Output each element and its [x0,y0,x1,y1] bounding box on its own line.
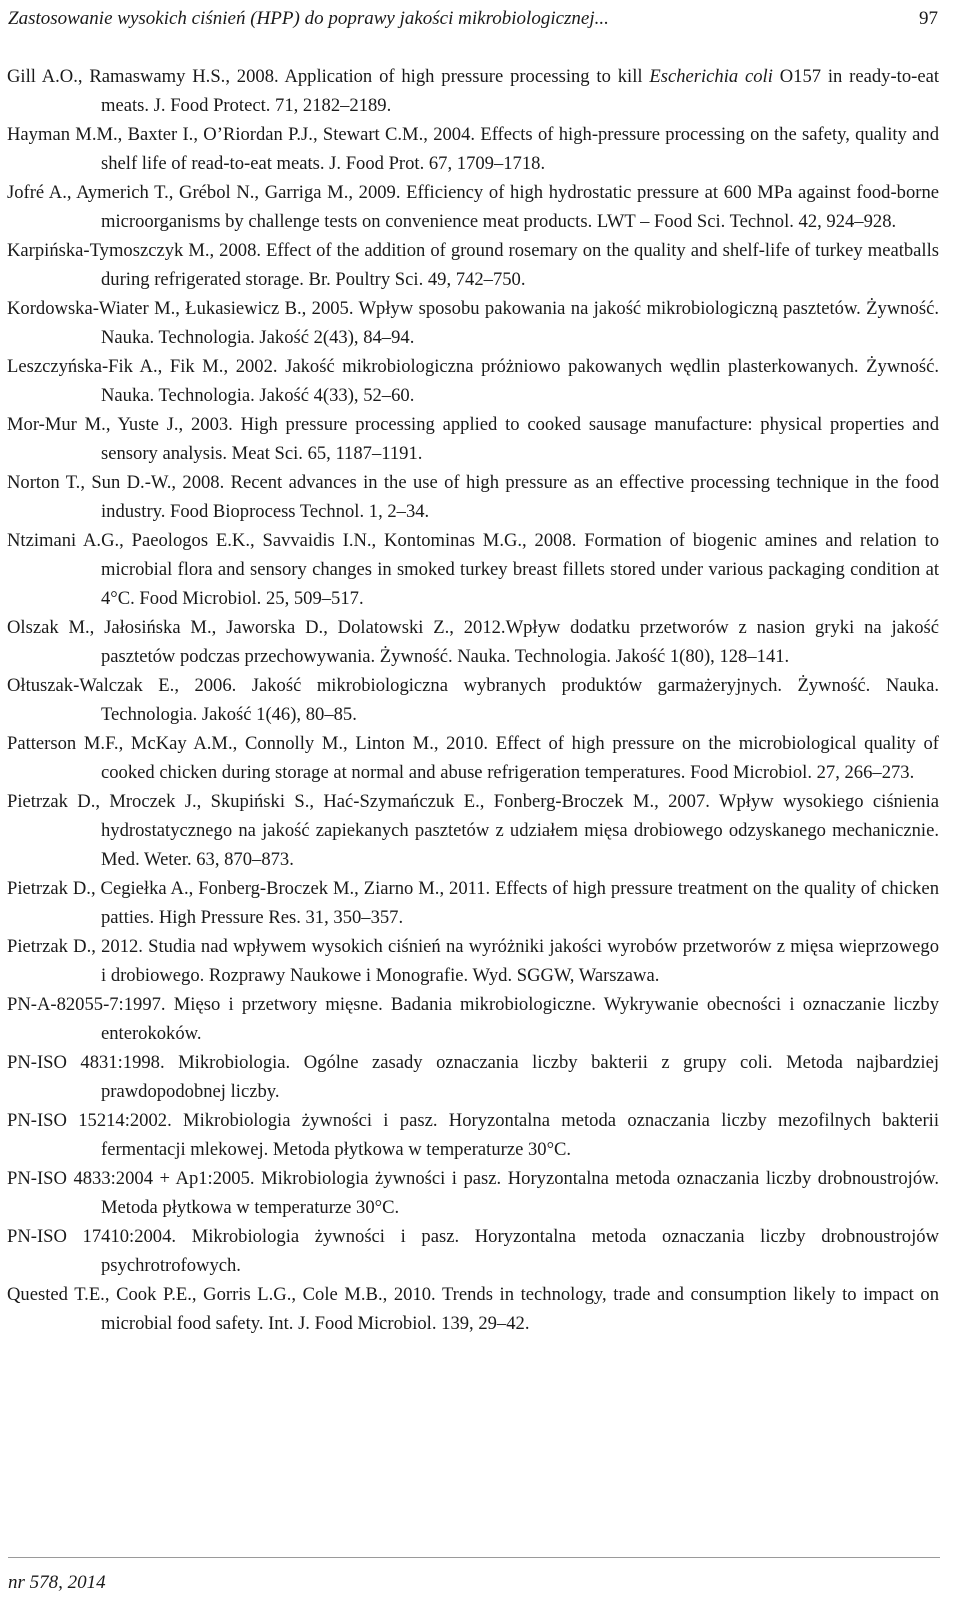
reference-entry: Pietrzak D., Mroczek J., Skupiński S., Hać-Szymańczuk E., Fonberg-Broczek M., 2007. Wpływ wysokiego ciśnienia hydrostatycznego na jakość zapiekanych pasztetów z udziałem mięsa drobiowego odzyskanego mechanicznie. Med. Weter. 63, 870–873. [7,791,939,870]
reference-entry: PN-ISO 4831:1998. Mikrobiologia. Ogólne zasady oznaczania liczby bakterii z grupy coli. Metoda najbardziej prawdopodobnej liczby. [7,1052,939,1102]
reference-entry: PN-A-82055-7:1997. Mięso i przetwory mięsne. Badania mikrobiologiczne. Wykrywanie obecności i oznaczanie liczby enterokoków. [7,994,939,1044]
species-name: Escherichia coli [649,66,773,87]
reference-entry: PN-ISO 15214:2002. Mikrobiologia żywności i pasz. Horyzontalna metoda oznaczania liczby mezofilnych bakterii fermentacji mlekowej. Metoda płytkowa w temperaturze 30°C. [7,1110,939,1160]
reference-entry: Mor-Mur M., Yuste J., 2003. High pressure processing applied to cooked sausage manufacture: physical properties and sensory analysis. Meat Sci. 65, 1187–1191. [7,414,939,464]
reference-entry: Pietrzak D., 2012. Studia nad wpływem wysokich ciśnień na wyróżniki jakości wyrobów przetworów z mięsa wieprzowego i drobiowego. Rozprawy Naukowe i Monografie. Wyd. SGGW, Warszawa. [7,936,939,986]
reference-entry: Hayman M.M., Baxter I., O’Riordan P.J., Stewart C.M., 2004. Effects of high-pressure processing on the safety, quality and shelf life of read-to-eat meats. J. Food Prot. 67, 1709–1718. [7,124,939,174]
issue-footer: nr 578, 2014 [8,1572,106,1593]
reference-entry: Leszczyńska-Fik A., Fik M., 2002. Jakość mikrobiologiczna próżniowo pakowanych wędlin plasterkowanych. Żywność. Nauka. Technologia. Jakość 4(33), 52–60. [7,356,939,406]
reference-entry: Ołtuszak-Walczak E., 2006. Jakość mikrobiologiczna wybranych produktów garmażeryjnych. Żywność. Nauka. Technologia. Jakość 1(46), 80–85. [7,675,939,725]
reference-entry: Patterson M.F., McKay A.M., Connolly M., Linton M., 2010. Effect of high pressure on the microbiological quality of cooked chicken during storage at normal and abuse refrigeration temperatures. Food Microbiol. 27, 266–273. [7,733,939,783]
reference-entry: Jofré A., Aymerich T., Grébol N., Garriga M., 2009. Efficiency of high hydrostatic pressure at 600 MPa against food-borne microorganisms by challenge tests on convenience meat products. LWT – Food Sci. Technol. 42, 924–928. [7,182,939,232]
reference-entry: Gill A.O., Ramaswamy H.S., 2008. Application of high pressure processing to kill Escherichia coli O157 in ready-to-eat meats. J. Food Protect. 71, 2182–2189. [7,66,939,116]
reference-entry: Olszak M., Jałosińska M., Jaworska D., Dolatowski Z., 2012.Wpływ dodatku przetworów z nasion gryki na jakość pasztetów podczas przechowywania. Żywność. Nauka. Technologia. Jakość 1(80), 128–141. [7,617,939,667]
reference-entry: Pietrzak D., Cegiełka A., Fonberg-Broczek M., Ziarno M., 2011. Effects of high pressure treatment on the quality of chicken patties. High Pressure Res. 31, 350–357. [7,878,939,928]
reference-entry: Karpińska-Tymoszczyk M., 2008. Effect of the addition of ground rosemary on the quality and shelf-life of turkey meatballs during refrigerated storage. Br. Poultry Sci. 49, 742–750. [7,240,939,290]
reference-entry: Quested T.E., Cook P.E., Gorris L.G., Cole M.B., 2010. Trends in technology, trade and consumption likely to impact on microbial food safety. Int. J. Food Microbiol. 139, 29–42. [7,1284,939,1334]
reference-entry: PN-ISO 17410:2004. Mikrobiologia żywności i pasz. Horyzontalna metoda oznaczania liczby drobnoustrojów psychrotrofowych. [7,1226,939,1276]
running-header [8,0,938,38]
reference-entry: PN-ISO 4833:2004 + Ap1:2005. Mikrobiologia żywności i pasz. Horyzontalna metoda oznaczania liczby drobnoustrojów. Metoda płytkowa w temperaturze 30°C. [7,1168,939,1218]
page-number: 97 [919,8,938,29]
reference-entry: Norton T., Sun D.-W., 2008. Recent advances in the use of high pressure as an effective processing technique in the food industry. Food Bioprocess Technol. 1, 2–34. [7,472,939,522]
reference-list [7,62,939,1338]
reference-entry: Ntzimani A.G., Paeologos E.K., Savvaidis I.N., Kontominas M.G., 2008. Formation of biogenic amines and relation to microbial flora and sensory changes in smoked turkey breast fillets stored under various packaging condition at 4°C. Food Microbiol. 25, 509–517. [7,530,939,609]
running-title: Zastosowanie wysokich ciśnień (HPP) do poprawy jakości mikrobiologicznej... [8,8,609,29]
reference-entry: Kordowska-Wiater M., Łukasiewicz B., 2005. Wpływ sposobu pakowania na jakość mikrobiologiczną pasztetów. Żywność. Nauka. Technologia. Jakość 2(43), 84–94. [7,298,939,348]
footer-divider [8,1557,940,1558]
